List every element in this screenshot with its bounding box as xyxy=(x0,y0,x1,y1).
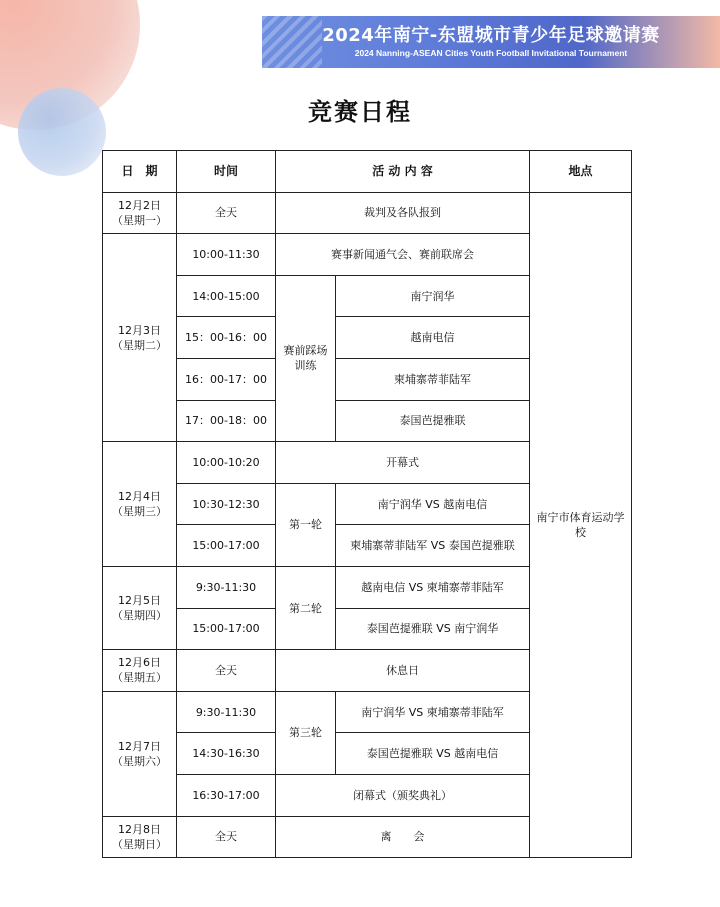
time-cell: 17：00-18：00 xyxy=(177,400,276,442)
time-cell: 全天 xyxy=(177,650,276,692)
activity-cell: 闭幕式（颁奖典礼） xyxy=(276,774,530,816)
activity-cell: 柬埔寨蒂菲陆军 xyxy=(336,358,530,400)
time-cell: 16:30-17:00 xyxy=(177,774,276,816)
time-cell: 15:00-17:00 xyxy=(177,608,276,650)
group-cell: 第二轮 xyxy=(276,566,336,649)
time-cell: 全天 xyxy=(177,816,276,858)
activity-cell: 开幕式 xyxy=(276,442,530,484)
activity-cell: 裁判及各队报到 xyxy=(276,192,530,234)
venue-cell: 南宁市体育运动学校 xyxy=(530,192,632,858)
banner-title: 2024年南宁-东盟城市青少年足球邀请赛 xyxy=(322,25,660,46)
date-cell xyxy=(103,816,177,858)
header-activity: 活 动 内 容 xyxy=(276,151,530,193)
date-text: 12月7日 xyxy=(118,739,161,753)
activity-cell: 离 会 xyxy=(276,816,530,858)
date-cell xyxy=(103,442,177,567)
date-text: 12月3日 xyxy=(118,323,161,337)
group-cell: 第一轮 xyxy=(276,483,336,566)
tournament-banner xyxy=(262,16,720,68)
activity-cell: 泰国芭提雅联 xyxy=(336,400,530,442)
date-text: 12月4日 xyxy=(118,490,161,504)
banner-subtitle: 2024 Nanning-ASEAN Cities Youth Football Invitational Tournament xyxy=(354,48,628,58)
time-cell: 16：00-17：00 xyxy=(177,358,276,400)
date-text: 12月5日 xyxy=(118,594,161,608)
schedule-table xyxy=(102,150,632,858)
time-cell: 10:00-11:30 xyxy=(177,234,276,276)
activity-cell: 赛事新闻通气会、赛前联席会 xyxy=(276,234,530,276)
time-cell: 全天 xyxy=(177,192,276,234)
activity-cell: 泰国芭提雅联 VS 南宁润华 xyxy=(336,608,530,650)
header-date: 日 期 xyxy=(103,151,177,193)
time-cell: 10:30-12:30 xyxy=(177,483,276,525)
activity-cell: 越南电信 VS 柬埔寨蒂菲陆军 xyxy=(336,566,530,608)
activity-cell: 南宁润华 VS 柬埔寨蒂菲陆军 xyxy=(336,691,530,733)
time-cell: 15:00-17:00 xyxy=(177,525,276,567)
time-cell: 9:30-11:30 xyxy=(177,566,276,608)
time-cell: 14:00-15:00 xyxy=(177,275,276,317)
weekday-text: （星期日） xyxy=(112,837,167,851)
activity-cell: 南宁润华 VS 越南电信 xyxy=(336,483,530,525)
date-cell xyxy=(103,566,177,649)
table-row xyxy=(103,192,632,234)
date-cell xyxy=(103,192,177,234)
activity-cell: 越南电信 xyxy=(336,317,530,359)
group-cell: 第三轮 xyxy=(276,691,336,774)
group-cell: 赛前踩场训练 xyxy=(276,275,336,441)
activity-cell: 南宁润华 xyxy=(336,275,530,317)
date-text: 12月8日 xyxy=(118,822,161,836)
time-cell: 9:30-11:30 xyxy=(177,691,276,733)
date-cell xyxy=(103,691,177,816)
activity-cell: 休息日 xyxy=(276,650,530,692)
date-text: 12月2日 xyxy=(118,198,161,212)
weekday-text: （星期二） xyxy=(112,338,167,352)
weekday-text: （星期六） xyxy=(112,754,167,768)
weekday-text: （星期五） xyxy=(112,671,167,685)
page-title: 竞赛日程 xyxy=(308,97,412,126)
time-cell: 15：00-16：00 xyxy=(177,317,276,359)
date-cell xyxy=(103,234,177,442)
weekday-text: （星期三） xyxy=(112,505,167,519)
weekday-text: （星期四） xyxy=(112,609,167,623)
time-cell: 10:00-10:20 xyxy=(177,442,276,484)
time-cell: 14:30-16:30 xyxy=(177,733,276,775)
weekday-text: （星期一） xyxy=(112,213,167,227)
date-cell xyxy=(103,650,177,692)
activity-cell: 柬埔寨蒂菲陆军 VS 泰国芭提雅联 xyxy=(336,525,530,567)
header-venue: 地点 xyxy=(530,151,632,193)
table-header-row xyxy=(103,151,632,193)
date-text: 12月6日 xyxy=(118,656,161,670)
header-time: 时间 xyxy=(177,151,276,193)
activity-cell: 泰国芭提雅联 VS 越南电信 xyxy=(336,733,530,775)
